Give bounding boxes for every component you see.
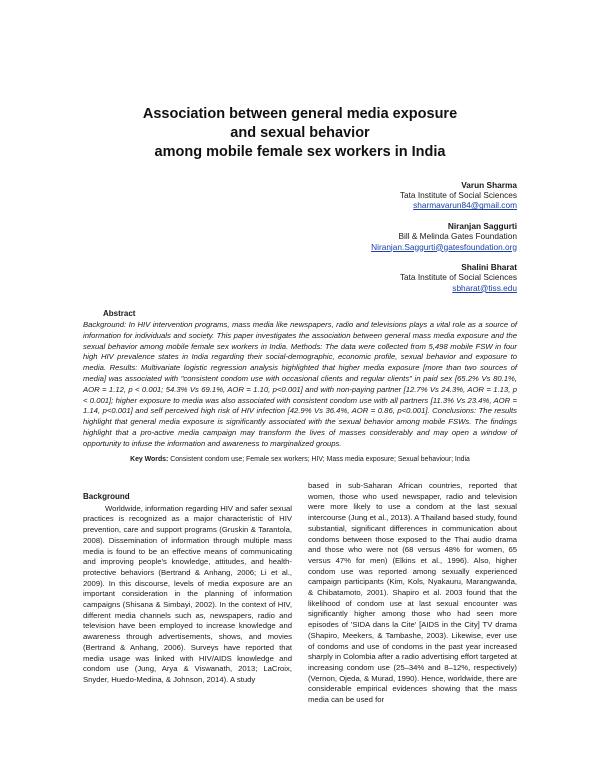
- author-email-link[interactable]: sharmavarun84@gmail.com: [413, 200, 517, 211]
- author-name: Niranjan Saggurti: [447, 221, 517, 232]
- author-name: Varun Sharma: [461, 180, 517, 190]
- author-affiliation: Bill & Melinda Gates Foundation: [398, 231, 517, 242]
- author-1: [371, 180, 517, 211]
- author-3: [371, 262, 517, 293]
- section-heading-background: Background: [83, 492, 130, 501]
- author-affiliation: Tata Institute of Social Sciences: [399, 190, 517, 201]
- keywords-text: Consistent condom use; Female sex workers; HIV; Mass media exposure; Sexual behaviour; India: [170, 456, 470, 463]
- body-column-left: [83, 492, 292, 686]
- title-line-3: among mobile female sex workers in India: [154, 144, 446, 160]
- body-paragraph: Worldwide, information regarding HIV and safer sexual practices is recognized as a major characteristic of HIV prevention, care and support programs (Gruskin & Tarantola, 2008). Dissemination of information through multiple mass media is found to be an effective means of communicating and improving people's knowledge, attitudes, and health-protective behaviors (Bertrand & Anhang, 2006; Li et al., 2009). In this discourse, levels of media exposure are an important consideration in the planning of information campaigns (Shisana & Simbayi, 2002). In the context of HIV, different media channels such as, newspapers, radio and television have been employed to increase knowledge and awareness through advertisements, shows, and movies (Bertrand & Anhang, 2006). Surveys have reported that media usage was linked with HIV/AIDS knowledge and condom use (Jung, Arya & Viswanath, 2013; LaCroix, Snyder, Huedo-Medina, & Johnson, 2014). A study: [83, 503, 292, 684]
- keywords-line: [0, 456, 600, 463]
- keywords-label: Key Words:: [130, 456, 169, 463]
- author-email-link[interactable]: sbharat@tiss.edu: [452, 282, 517, 293]
- author-affiliation: Tata Institute of Social Sciences: [399, 272, 517, 283]
- author-email-link[interactable]: Niranjan.Saggurti@gatesfoundation.org: [371, 241, 517, 252]
- author-block: [371, 180, 517, 303]
- abstract-text: Background: In HIV intervention programs, mass media like newspapers, radio and televisions plays a vital role as a source of information for individuals and society. This paper investigates the association between general mass media exposure and the sexual behavior among mobile female sex workers in India. Methods: The data were collected from 5,498 mobile FSW in four high HIV prevalence states in India regarding their social-demographic, economic profile, sexual behavior and exposure to media. Results: Multivariate logistic regression analysis highlighted that higher media exposure [more than two sources of media] was associated with "consistent condom use with occasional clients and regular clients" in paid sex [65.2% Vs 80.1%, AOR = 1.12, p < 0.001; 54.3% Vs 69.1%, AOR = 1.10, p<0.001] and with non-paying partner [12.7% Vs 24.3%, AOR = 1.13, p < 0.001]; higher exposure to media was also associated with consistent condom use with all partners [11.3% Vs 23.4%, AOR = 1.14, p<0.001] and self perceived high risk of HIV infection [42.9% Vs 36.4%, AOR = 0.86, p<0.001]. Conclusions: The results highlight that general media exposure is significantly associated with the sexual behavior among mobile FSWs. The findings highlight that a pro-active media campaign may transform the lives of masses considerably and may open a window of opportunity to infuse the information and awareness to marginalized groups.: [83, 320, 517, 448]
- author-2: [371, 221, 517, 252]
- body-paragraph: based in sub-Saharan African countries, reported that women, those who used newspaper, radio and television were more likely to use a condom at the last sexual intercourse (Jung et al., 2013). A Thailand based study, found substantial, significant differences in communication about condoms between those exposed to the Thai audio drama and those who were not (68 versus 48% for women, 65 versus 47% for men) (Elkins et al., 1996). Also, higher condom use was reported among sexually experienced campaign participants (Kim, Kols, Nyakauru, Marangwanda, & Chibatamoto, 2001). Shapiro et al. 2003 found that the likelihood of condom use at last sexual encounter was significantly higher among those who had seen more episodes of 'SIDA dans la Cite' [AIDS in the City] TV drama (Shapiro, Meekers, & Tambashe, 2003). Likewise, ever use of condoms and use of condoms in the past year increased sharply in Colombia after a radio advertising effort targeted at increasing condom use (25–34% and 8–12%, respectively) (Vernon, Ojeda, & Murad, 1990). Hence, worldwide, there are considerable empirical evidences showing that the mass media can be used for: [308, 481, 517, 705]
- paper-title: [0, 105, 600, 162]
- body-column-right: [308, 481, 517, 706]
- title-line-2: and sexual behavior: [230, 125, 370, 141]
- title-line-1: Association between general media exposure: [142, 106, 458, 122]
- author-name: Shalini Bharat: [461, 262, 517, 273]
- abstract-heading: Abstract: [103, 309, 136, 318]
